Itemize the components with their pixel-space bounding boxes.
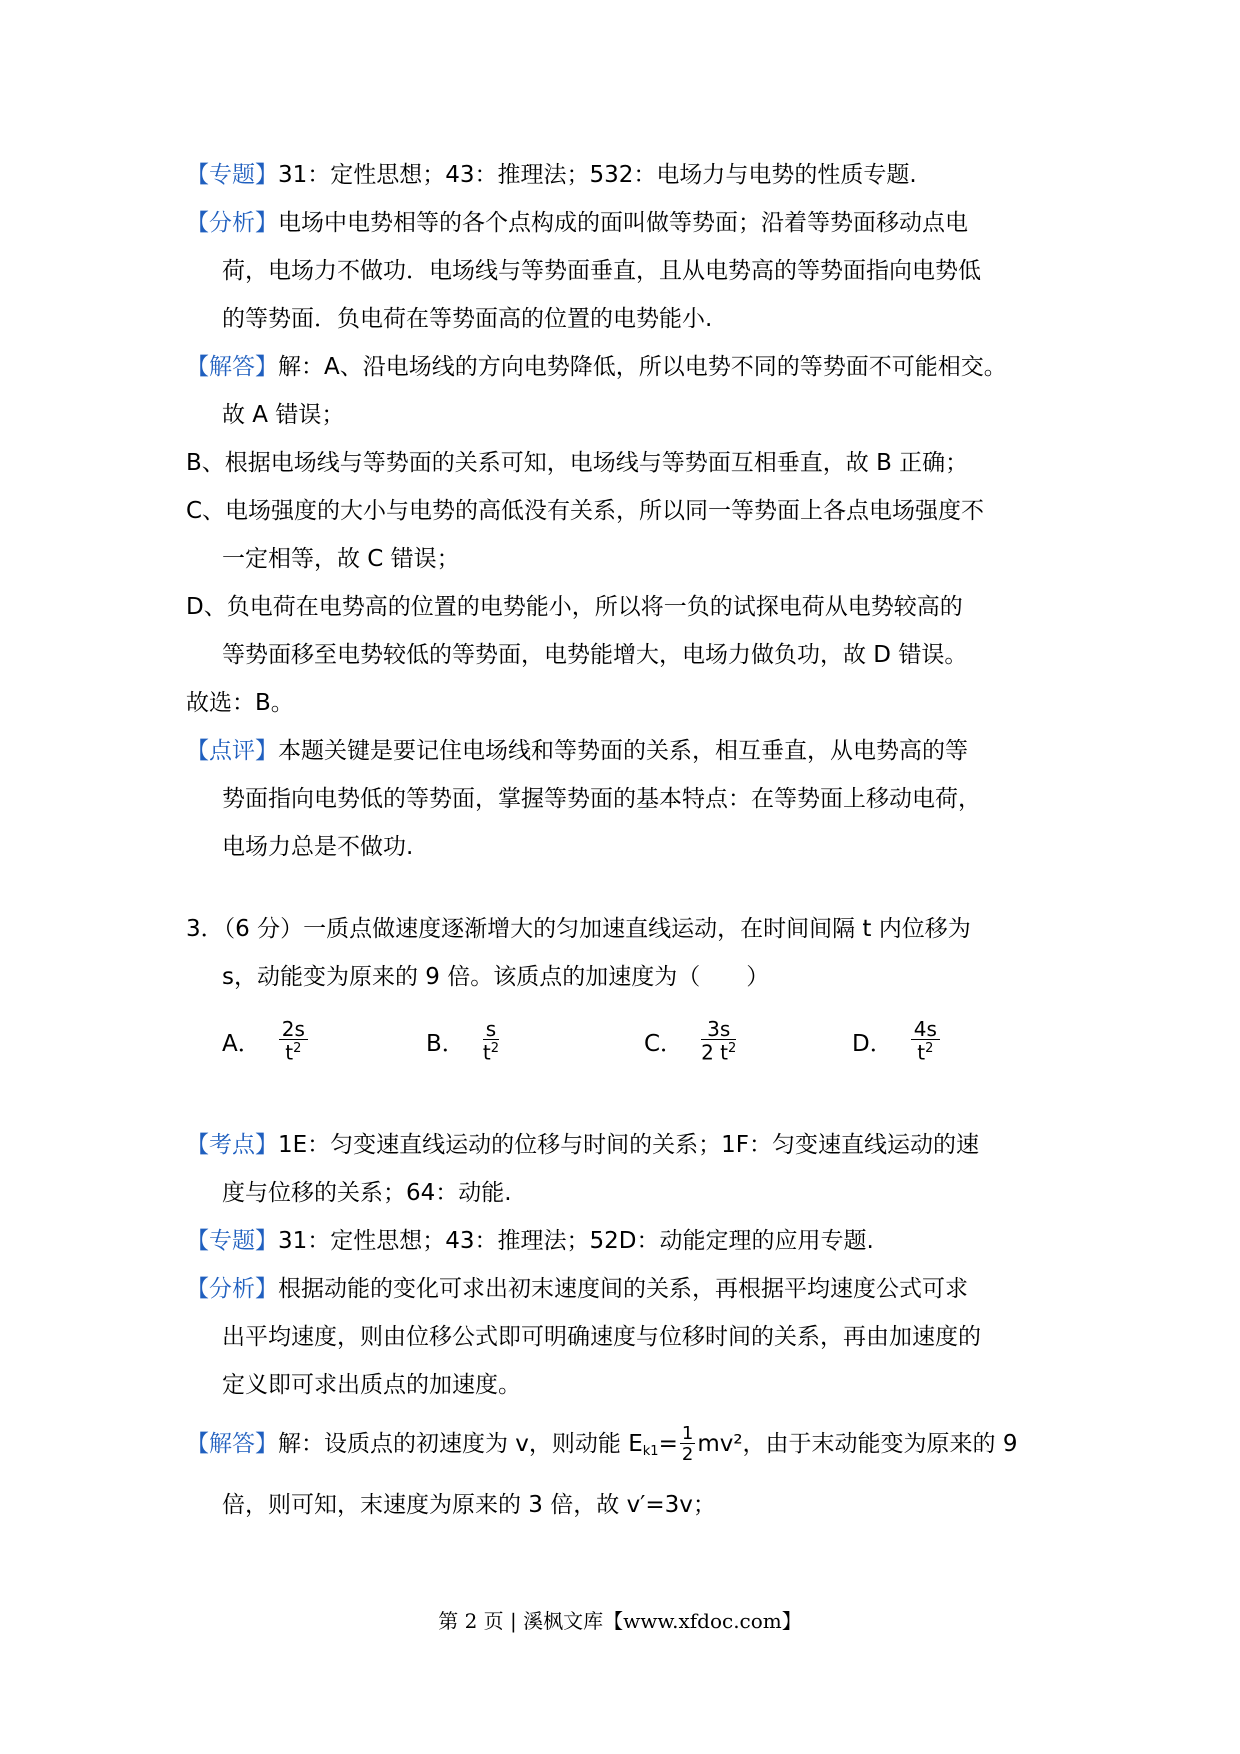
fenxi-line-6: 定义即可求出质点的加速度。 — [222, 1372, 521, 1398]
option-d-exponent: 2 — [925, 1041, 934, 1057]
option-b-denominator: $t^2$ — [482, 1040, 500, 1065]
fenxi-text: 电场中电势相等的各个点构成的面叫做等势面；沿着等势面移动点电 — [278, 210, 968, 236]
zhuanti-line-1 — [186, 158, 917, 192]
half-numerator: 1 — [681, 1423, 694, 1444]
option-b-letter: B． — [426, 1030, 465, 1057]
fenxi-line-2: 荷，电场力不做功．电场线与等势面垂直，且从电势高的等势面指向电势低 — [222, 258, 981, 284]
fenxi-line-4 — [186, 1272, 968, 1306]
zhuanti-text: 31：定性思想；43：推理法；532：电场力与电势的性质专题. — [278, 162, 917, 188]
dianping-line-3: 电场力总是不做功. — [222, 834, 414, 860]
option-c-denominator: 2 $t^2$ — [701, 1040, 737, 1065]
kaodian-line-1 — [186, 1128, 979, 1162]
fenxi-line-3: 的等势面．负电荷在等势面高的位置的电势能小. — [222, 306, 713, 332]
fenxi-tag-2: 【分析】 — [186, 1276, 278, 1302]
option-c-exponent: 2 — [728, 1041, 737, 1057]
option-c[interactable] — [644, 1006, 740, 1076]
jieda-subscript: k1 — [642, 1444, 659, 1459]
half-denominator: 2 — [681, 1444, 694, 1465]
jieda-equals: = — [658, 1431, 678, 1457]
jieda-line-10: 倍，则可知，末速度为原来的 3 倍，故 v′=3v； — [222, 1492, 716, 1518]
zhuanti-tag-2: 【专题】 — [186, 1228, 278, 1254]
option-d[interactable] — [852, 1006, 944, 1076]
jieda-pre: 解：设质点的初速度为 v，则动能 E — [278, 1431, 643, 1457]
jieda-tag-2: 【解答】 — [186, 1431, 278, 1457]
dianping-tag: 【点评】 — [186, 738, 278, 764]
jieda-line-7: 等势面移至电势较低的等势面，电势能增大，电场力做负功，故 D 错误。 — [222, 642, 968, 668]
option-d-numerator: 4s — [911, 1019, 940, 1040]
zhuanti-line-2 — [186, 1224, 874, 1258]
jieda-tag: 【解答】 — [186, 354, 278, 380]
option-d-denominator: $t^2$ — [917, 1040, 934, 1065]
page-footer: 第 2 页 | 溪枫文库【www.xfdoc.com】 — [438, 1609, 802, 1633]
jieda-line-8: 故选：B。 — [186, 690, 294, 716]
fenxi-tag: 【分析】 — [186, 210, 278, 236]
fenxi-line-1 — [186, 206, 968, 240]
option-a-fraction — [279, 1019, 308, 1063]
fenxi-line-5: 出平均速度，则由位移公式即可明确速度与位移时间的关系，再由加速度的 — [222, 1324, 981, 1350]
jieda-line-1 — [186, 350, 1007, 384]
question-3-line-2: s，动能变为原来的 9 倍。该质点的加速度为（ ） — [222, 964, 770, 990]
zhuanti-text-2: 31：定性思想；43：推理法；52D：动能定理的应用专题. — [278, 1228, 874, 1254]
jieda-line-9 — [186, 1422, 1018, 1466]
dianping-line-2: 势面指向电势低的等势面，掌握等势面的基本特点：在等势面上移动电荷， — [222, 786, 981, 812]
jieda-text: 解：A、沿电场线的方向电势降低，所以电势不同的等势面不可能相交。 — [278, 354, 1007, 380]
jieda-line-3: B、根据电场线与等势面的关系可知，电场线与等势面互相垂直，故 B 正确； — [186, 450, 969, 476]
option-c-letter: C． — [644, 1030, 684, 1057]
option-b[interactable] — [426, 1006, 503, 1076]
option-d-fraction — [911, 1019, 940, 1063]
option-b-exponent: 2 — [490, 1041, 500, 1057]
option-a-letter: A． — [222, 1030, 261, 1057]
half-fraction — [680, 1425, 695, 1464]
jieda-line-4: C、电场强度的大小与电势的高低没有关系，所以同一等势面上各点电场强度不 — [186, 498, 985, 524]
kaodian-tag: 【考点】 — [186, 1132, 278, 1158]
jieda-line-5: 一定相等，故 C 错误； — [222, 546, 460, 572]
dianping-line-1 — [186, 734, 968, 768]
jieda-line-2: 故 A 错误； — [222, 402, 345, 428]
question-3-line-1: 3．（6 分）一质点做速度逐渐增大的匀加速直线运动，在时间间隔 t 内位移为 — [186, 916, 971, 942]
option-a[interactable] — [222, 1006, 312, 1076]
option-a-exponent: 2 — [293, 1041, 302, 1057]
option-c-numerator: 3s — [701, 1019, 736, 1040]
dianping-text: 本题关键是要记住电场线和等势面的关系，相互垂直，从电势高的等 — [278, 738, 968, 764]
kaodian-text: 1E：匀变速直线运动的位移与时间的关系；1F：匀变速直线运动的速 — [278, 1132, 980, 1158]
option-c-fraction — [701, 1019, 736, 1063]
kaodian-line-2: 度与位移的关系；64：动能. — [222, 1180, 512, 1206]
zhuanti-tag: 【专题】 — [186, 162, 278, 188]
option-a-numerator: 2s — [279, 1019, 308, 1040]
fenxi-text-2: 根据动能的变化可求出初末速度间的关系，再根据平均速度公式可求 — [278, 1276, 968, 1302]
option-d-letter: D． — [852, 1030, 893, 1057]
jieda-post: mv²，由于末动能变为原来的 9 — [697, 1431, 1018, 1457]
option-b-fraction — [483, 1019, 499, 1063]
option-a-denominator: $t^2$ — [285, 1040, 302, 1065]
jieda-line-6: D、负电荷在电势高的位置的电势能小，所以将一负的试探电荷从电势较高的 — [186, 594, 963, 620]
option-b-numerator: s — [483, 1019, 499, 1040]
